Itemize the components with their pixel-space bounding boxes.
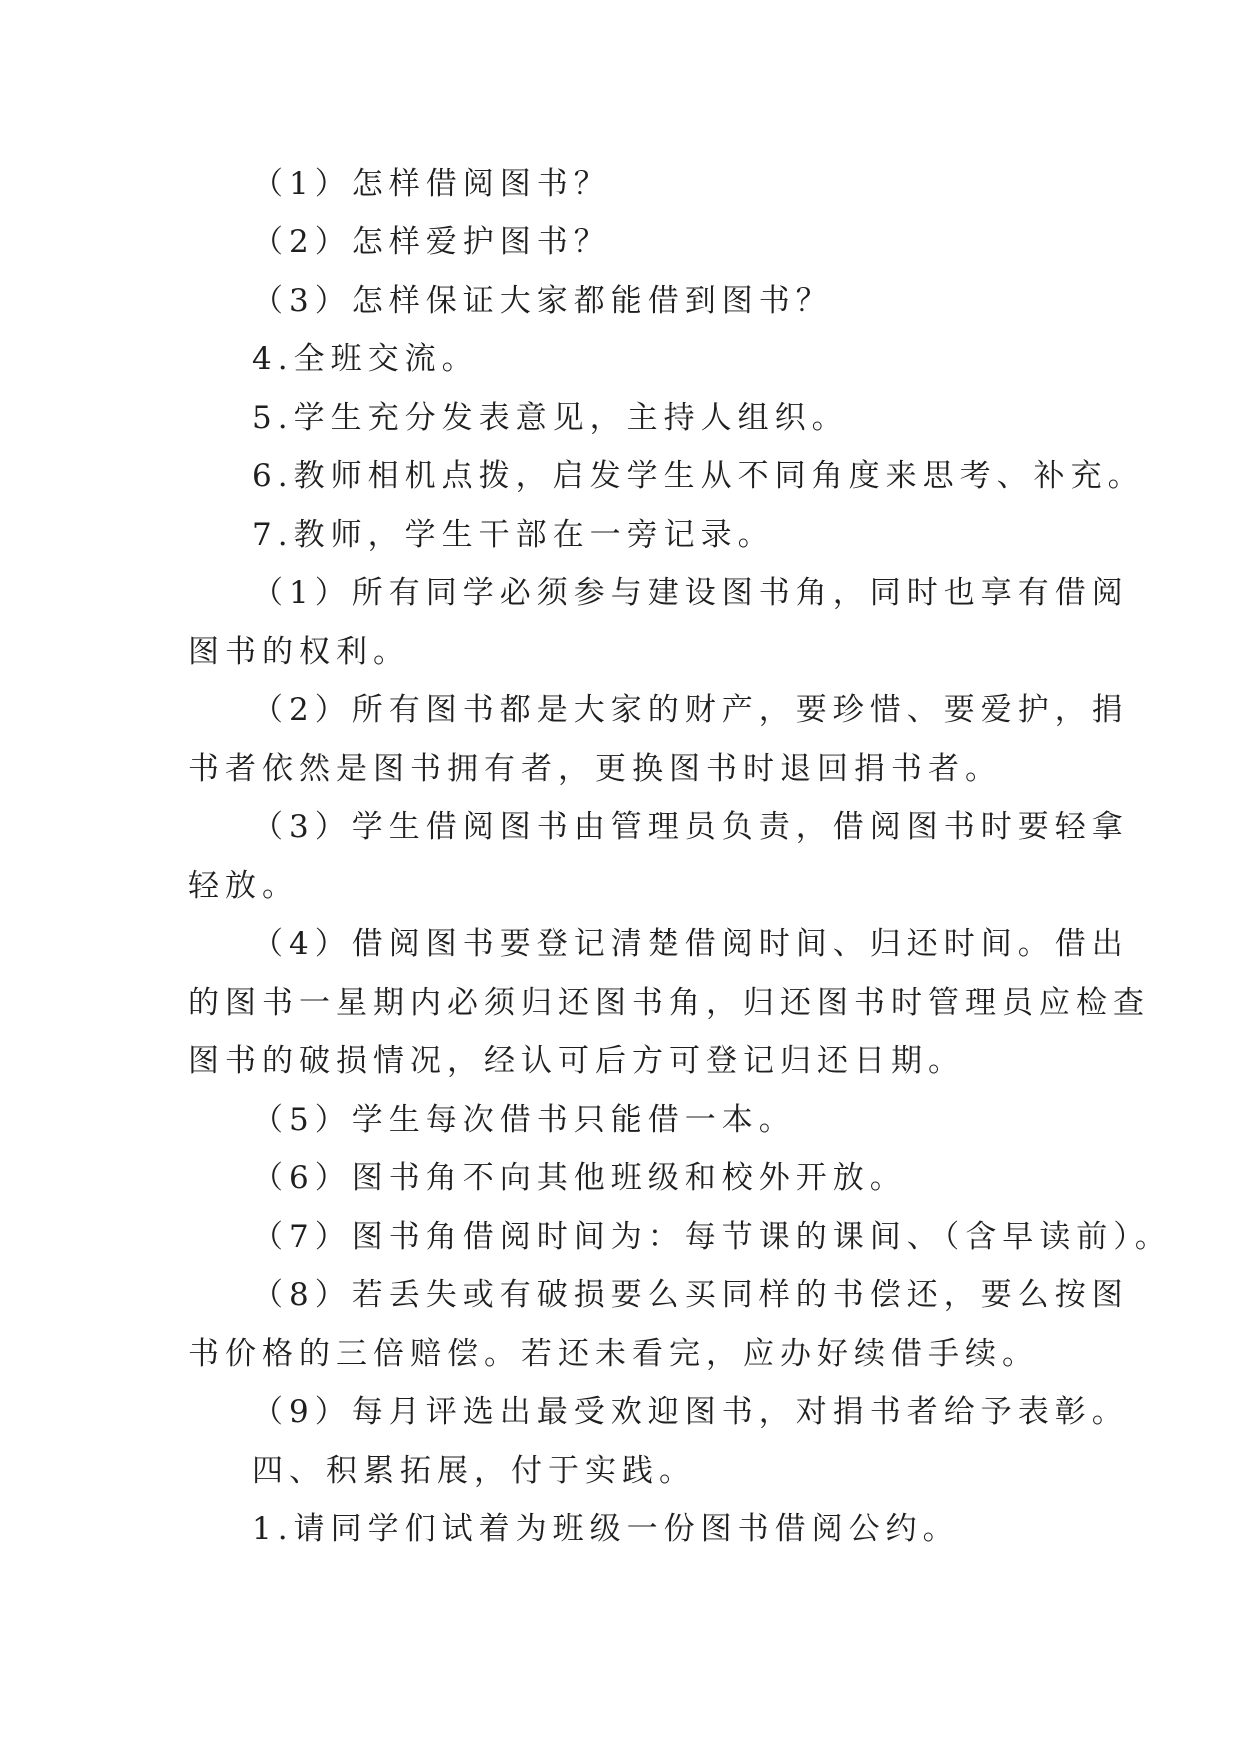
text-line: 6.教师相机点拨，启发学生从不同角度来思考、补充。 [252,458,1145,494]
text-line: （1）怎样借阅图书？ [252,166,611,202]
text-line: 图书的权利。 [188,634,410,670]
text-line: 轻放。 [188,868,299,904]
text-line: 4.全班交流。 [252,341,479,377]
text-line: 7.教师，学生干部在一旁记录。 [252,517,775,553]
text-line: 5.学生充分发表意见，主持人组织。 [252,400,849,436]
text-line: 书价格的三倍赔偿。若还未看完，应办好续借手续。 [188,1336,1039,1372]
text-line: （2）怎样爱护图书？ [252,224,611,260]
text-line: 的图书一星期内必须归还图书角，归还图书时管理员应检查 [188,985,1150,1021]
text-line: （4）借阅图书要登记清楚借阅时间、归还时间。借出 [252,926,1129,962]
text-line: 四、积累拓展，付于实践。 [252,1453,696,1489]
text-line: （3）学生借阅图书由管理员负责，借阅图书时要轻拿 [252,809,1129,845]
text-line: 1.请同学们试着为班级一份图书借阅公约。 [252,1511,960,1547]
text-line: （2）所有图书都是大家的财产，要珍惜、要爱护，捐 [252,692,1129,728]
text-line: （7）图书角借阅时间为：每节课的课间、（含早读前）。 [252,1219,1172,1255]
text-line: （1）所有同学必须参与建设图书角，同时也享有借阅 [252,575,1129,611]
text-line: （9）每月评选出最受欢迎图书，对捐书者给予表彰。 [252,1394,1129,1430]
text-line: （5）学生每次借书只能借一本。 [252,1102,796,1138]
text-line: （3）怎样保证大家都能借到图书？ [252,283,833,319]
text-line: （8）若丢失或有破损要么买同样的书偿还，要么按图 [252,1277,1129,1313]
text-line: 图书的破损情况，经认可后方可登记归还日期。 [188,1043,965,1079]
text-line: （6）图书角不向其他班级和校外开放。 [252,1160,907,1196]
text-line: 书者依然是图书拥有者，更换图书时退回捐书者。 [188,751,1002,787]
